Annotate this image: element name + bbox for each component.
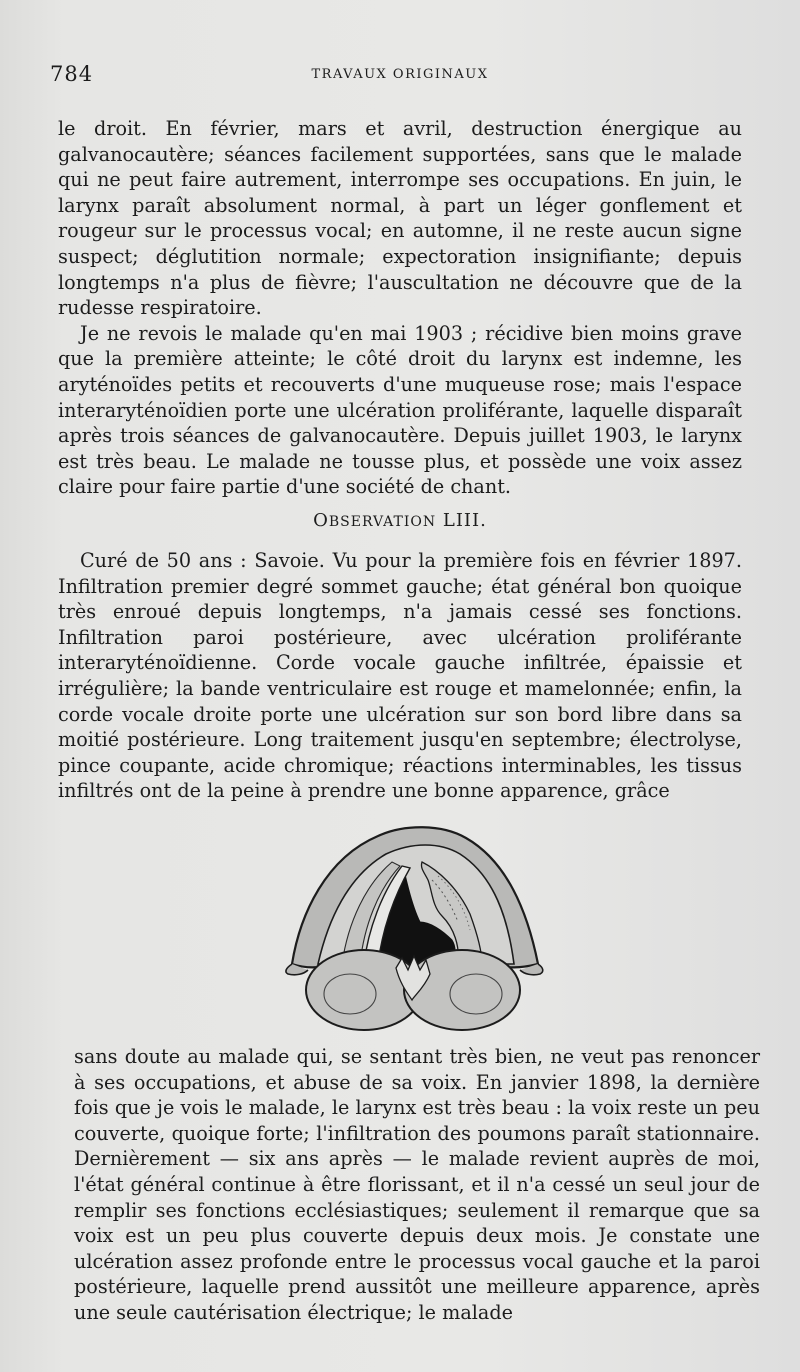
paragraph-continuation: le droit. En février, mars et avril, destruction énergique au galvanocautère; séances facilement supportées, sans que le malade qui ne peut faire autrement, interrompe ses occupations. En juin, le larynx paraît absolument normal, à part un léger gonflement et rougeur sur le processus vocal; en automne, il ne reste aucun signe suspect; déglutition normale; expectoration insignifiante; depuis longtemps n'a plus de fièvre; l'auscultation ne découvre que de la rudesse respiratoire. [58,117,742,320]
observation-heading-initial: O [313,510,329,531]
observation-number: LIII. [442,510,487,531]
page-header [50,62,750,92]
paragraph-outcome: sans doute au malade qui, se sentant très bien, ne veut pas renoncer à ses occupations, et abuse de sa voix. En janvier 1898, la dernière fois que je vois le malade, le larynx est très beau : la voix reste un peu couverte, quoique forte; l'infiltration des poumons paraît stationnaire. Dernièrement — six ans après — le malade revient auprès de moi, l'état général continue à être florissant, et il n'a cessé un seul jour de remplir ses fonctions ecclésiastiques; seulement il remarque que sa voix est un peu plus couverte depuis deux mois. Je constate une ulcération assez profonde entre le processus vocal gauche et la paroi postérieure, laquelle prend aussitôt une meilleure apparence, après une seule cautérisation électrique; le malade [74,1045,760,1324]
observation-heading-rest: BSERVATION [328,514,437,530]
running-head: TRAVAUX ORIGINAUX [311,67,489,82]
page-number: 784 [50,62,94,86]
paragraph-observation: Curé de 50 ans : Savoie. Vu pour la première fois en février 1897. Infiltration premier degré sommet gauche; état général bon quoique très enroué depuis longtemps, n'a jamais cessé ses fonctions. Infiltration paroi postérieure, avec ulcération proliférante interaryténoïdienne. Corde vocale gauche infiltrée, épaissie et irrégulière; la bande ventriculaire est rouge et mamelonnée; enfin, la corde vocale droite porte une ulcération sur son bord libre dans sa moitié postérieure. Long traitement jusqu'en septembre; électrolyse, pince coupante, acide chromique; réactions interminables, les tissus infiltrés ont de la peine à prendre une bonne apparence, grâce [58,549,742,803]
text-block-top [58,116,742,500]
text-block-bottom [74,1044,760,1326]
larynx-drawing [282,818,546,1036]
observation-heading [0,510,800,531]
text-block-observation [58,548,742,804]
larynx-illustration [282,818,546,1036]
paragraph-relapse: Je ne revois le malade qu'en mai 1903 ; récidive bien moins grave que la première atteinte; le côté droit du larynx est indemne, les aryténoïdes petits et recouverts d'une muqueuse rose; mais l'espace interaryténoïdien porte une ulcération proliférante, laquelle disparaît après trois séances de galvanocautère. Depuis juillet 1903, le larynx est très beau. Le malade ne tousse plus, et possède une voix assez claire pour faire partie d'une société de chant. [58,321,742,499]
